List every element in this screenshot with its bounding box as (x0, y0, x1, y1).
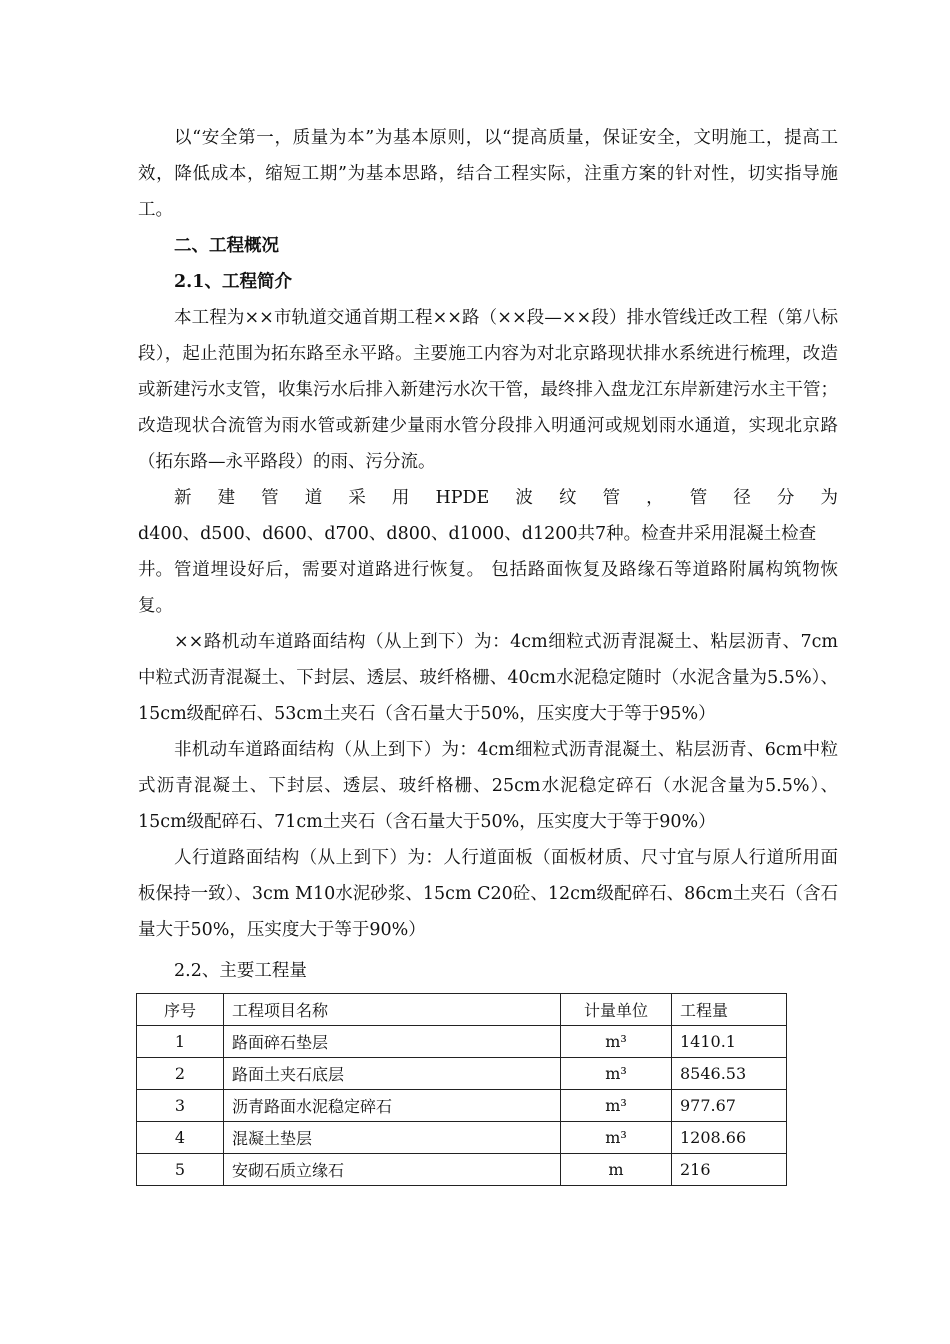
cell-index: 1 (137, 1026, 224, 1058)
table-row (137, 1090, 787, 1122)
header-item-name: 工程项目名称 (224, 994, 561, 1026)
cell-index: 3 (137, 1090, 224, 1122)
motor-lane-paragraph: ××路机动车道路面结构（从上到下）为：4cm细粒式沥青混凝土、粘层沥青、7cm中粒式沥青混凝土、下封层、透层、玻纤格栅、40cm水泥稳定随时（水泥含量为5.5%）、15cm级配碎石、53cm土夹石（含石量大于50%，压实度大于等于95%） (138, 632, 838, 724)
cell-quantity: 216 (672, 1154, 787, 1186)
table-row (137, 1154, 787, 1186)
nonmotor-lane-paragraph: 非机动车道路面结构（从上到下）为：4cm细粒式沥青混凝土、粘层沥青、6cm中粒式沥青混凝土、下封层、透层、玻纤格栅、25cm水泥稳定碎石（水泥含量为5.5%）、15cm级配碎石、71cm土夹石（含石量大于50%，压实度大于等于90%） (138, 740, 838, 832)
restore-paragraph: 管道埋设好后，需要对道路进行恢复。 包括路面恢复及路缘石等道路附属构筑物恢复。 (138, 560, 838, 616)
header-quantity: 工程量 (672, 994, 787, 1026)
section-2-heading: 二、工程概况 (174, 236, 279, 256)
table-header-row (137, 994, 787, 1026)
table-row (137, 1058, 787, 1090)
quantity-table (136, 993, 787, 1186)
cell-item-name: 安砌石质立缘石 (224, 1154, 561, 1186)
cell-quantity: 977.67 (672, 1090, 787, 1122)
header-unit: 计量单位 (561, 994, 672, 1026)
cell-quantity: 1208.66 (672, 1122, 787, 1154)
section-2-2-heading: 2.2、主要工程量 (174, 961, 307, 981)
cell-unit: m (561, 1154, 672, 1186)
cell-index: 4 (137, 1122, 224, 1154)
section-2-1-heading: 2.1、工程简介 (174, 272, 292, 292)
cell-quantity: 1410.1 (672, 1026, 787, 1058)
cell-item-name: 路面碎石垫层 (224, 1026, 561, 1058)
header-index: 序号 (137, 994, 224, 1026)
cell-unit: m³ (561, 1122, 672, 1154)
cell-item-name: 路面土夹石底层 (224, 1058, 561, 1090)
table-row (137, 1026, 787, 1058)
cell-index: 2 (137, 1058, 224, 1090)
cell-item-name: 混凝土垫层 (224, 1122, 561, 1154)
intro-paragraph: 本工程为××市轨道交通首期工程××路（××段—××段）排水管线迁改工程（第八标段），起止范围为拓东路至永平路。主要施工内容为对北京路现状排水系统进行梳理，改造或新建污水支管，收集污水后排入新建污水次干管，最终排入盘龙江东岸新建污水主干管；改造现状合流管为雨水管或新建少量雨水管分段排入明通河或规划雨水通道，实现北京路（拓东路—永平路段）的雨、污分流。 (138, 308, 838, 472)
cell-quantity: 8546.53 (672, 1058, 787, 1090)
sidewalk-paragraph: 人行道路面结构（从上到下）为：人行道面板（面板材质、尺寸宜与原人行道所用面板保持一致）、3cm M10水泥砂浆、15cm C20砼、12cm级配碎石、86cm土夹石（含石量大于50%，压实度大于等于90%） (138, 848, 838, 940)
pipe-paragraph-line1: 新建管道采用HPDE波纹管，管径分为 (174, 488, 838, 508)
cell-item-name: 沥青路面水泥稳定碎石 (224, 1090, 561, 1122)
pipe-paragraph-line2: d400、d500、d600、d700、d800、d1000、d1200共7种。检查井采用混凝土检查井。 (138, 524, 817, 580)
cell-unit: m³ (561, 1090, 672, 1122)
cell-unit: m³ (561, 1058, 672, 1090)
principle-paragraph: 以“安全第一，质量为本”为基本原则，以“提高质量，保证安全，文明施工，提高工效，降低成本，缩短工期”为基本思路，结合工程实际，注重方案的针对性，切实指导施工。 (138, 128, 838, 220)
table-row (137, 1122, 787, 1154)
cell-index: 5 (137, 1154, 224, 1186)
cell-unit: m³ (561, 1026, 672, 1058)
